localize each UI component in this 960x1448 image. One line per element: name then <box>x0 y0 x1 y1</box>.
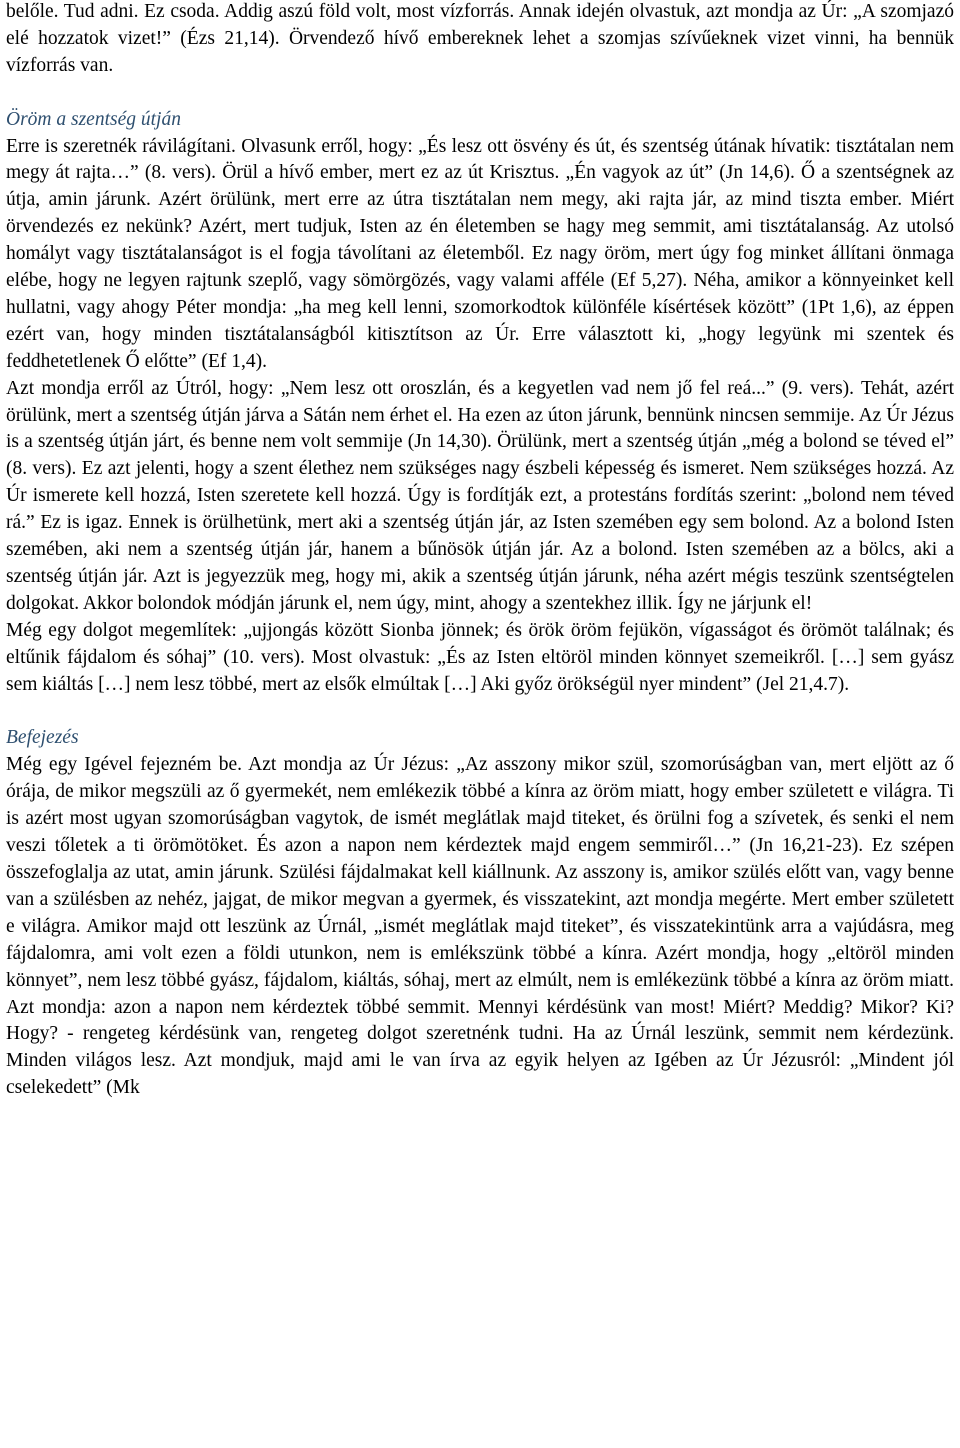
section-heading-conclusion: Befejezés <box>6 727 79 749</box>
paragraph-zion: Még egy dolgot megemlítek: „ujjongás között Sionba jönnek; és örök öröm fejükön, vígasságot és örömöt találnak; és eltűnik fájdalom és sóhaj” (10. vers). Most olvastuk: „És az Isten eltöröl minden könnyet szemeikről. […] sem gyász sem kiáltás […] nem lesz többé, mert az elsők elmúltak […] Aki győz örökségül nyer mindent” (Jel 21,4.7). <box>6 619 954 695</box>
paragraph-conclusion: Még egy Igével fejezném be. Azt mondja az Úr Jézus: „Az asszony mikor szül, szomorúságban van, mert eljött az ő órája, de mikor megszüli az ő gyermekét, nem emlékezik többé a kínra az öröm miatt, hogy ember született e világra. Ti is azért most ugyan szomorúságban vagytok, de ismét meglátlak majd titeket, és örülni fog a szívetek, és senki el nem veszi tőletek a ti örömötöket. És azon a napon nem kérdeztek majd engem semmiről…” (Jn 16,21-23). Ez szépen összefoglalja az utat, amin járunk. Szülési fájdalmakat kell kiállnunk. Az asszony is, amikor szülés előtt van, vagy benne van a szülésben az nehéz, jajgat, de mikor megvan a gyermek, és visszatekint, azt mondja megérte. Mert ember született e világra. Amikor majd ott leszünk az Úrnál, „ismét meglátlak majd titeket”, és visszatekintünk arra a vajúdásra, meg fájdalomra, ami volt ezen a földi utunkon, nem is emlékszünk többé a kínra. Azért mondja, hogy „eltöröl minden könnyet”, nem lesz többé gyász, fájdalom, kiáltás, sóhaj, mert az elmúlt, nem is emlékezünk többé a kínra az öröm miatt. Azt mondja: azon a napon nem kérdeztek többé semmit. Mennyi kérdésünk van most! Miért? Meddig? Mikor? Ki? Hogy? - rengeteg kérdésünk van, rengeteg dolgot szeretnénk tudni. Ha az Úrnál leszünk, semmit nem kérdezünk. Minden világos lesz. Azt mondjuk, majd ami le van írva az egyik helyen az Igében az Úr Jézusról: „Mindent jól cselekedett” (Mk <box>6 754 954 1099</box>
section-heading-holiness-joy: Öröm a szentség útján <box>6 108 181 130</box>
paragraph-way-of-holiness: Erre is szeretnék rávilágítani. Olvasunk erről, hogy: „És lesz ott ösvény és út, és szentség útának hívatik: tisztátalan nem megy át rajta…” (8. vers). Örül a hívő ember, mert ez az út Krisztus. „Én vagyok az út” (Jn 14,6). Ő a szentségnek az útja, amin járunk. Azért örülünk, mert erre az útra tisztátalan nem megy, aki rajta jár, az mind tiszta ember. Miért örvendezés ez nekünk? Azért, mert tudjuk, Isten az én életemben se hagy meg semmit, ami tisztátalanság. Az utolsó homályt vagy tisztátalanságot is el fogja távolítani az életemből. Ez nagy öröm, mert úgy fog minket állítani önmaga elébe, hogy ne legyen rajtunk szeplő, vagy sömörgözés, vagy valami afféle (Ef 5,27). Néha, amikor a könnyeinket kell hullatni, vagy ahogy Péter mondja: „ha meg kell lenni, szomorkodtok különféle kísértések között” (1Pt 1,6), az éppen ezért van, hogy minden tisztátalanságból kitisztítson az Úr. Erre választott ki, „hogy legyünk mi szentek és feddhetetlenek Ő előtte” (Ef 1,4). <box>6 135 954 372</box>
document-page <box>6 0 954 1102</box>
paragraph-no-lion: Azt mondja erről az Útról, hogy: „Nem lesz ott oroszlán, és a kegyetlen vad nem jő fel reá...” (9. vers). Tehát, azért örülünk, mert a szentség útján járva a Sátán nem érhet el. Ha ezen az úton járunk, bennünk nincsen semmije. Az Úr Jézus is a szentség útján járt, és benne nem volt semmije (Jn 14,30). Örülünk, mert a szentség útján „még a bolond se téved el” (8. vers). Ez azt jelenti, hogy a szent élethez nem szükséges nagy észbeli képesség és ismeret. Nem szükséges hozzá. Az Úr ismerete kell hozzá, Isten szeretete kell hozzá. Úgy is fordítják ezt, a protestáns fordítás szerint: „bolond nem téved rá.” Ez is igaz. Ennek is örülhetünk, mert aki a szentség útján jár, az Isten szemében egy sem bolond. Az a bolond Isten szemében, aki nem a szentség útján jár, hanem a bűnösök útján jár. Az a bolond. Isten szemében az a bölcs, aki a szentség útján jár. Azt is jegyezzük meg, hogy mi, akik a szentség útján járunk, néha azért mégis teszünk szentségtelen dolgokat. Akkor bolondok módján járunk el, nem úgy, mint, ahogy a szentekhez illik. Így ne járjunk el! <box>6 377 954 614</box>
paragraph-intro: belőle. Tud adni. Ez csoda. Addig aszú föld volt, most vízforrás. Annak idején olvastuk, azt mondja az Úr: „A szomjazó elé hozzatok vizet!” (Ézs 21,14). Örvendező hívő embereknek lehet a szomjas szívűeknek vizet vinni, ha bennük vízforrás van. <box>6 1 954 76</box>
